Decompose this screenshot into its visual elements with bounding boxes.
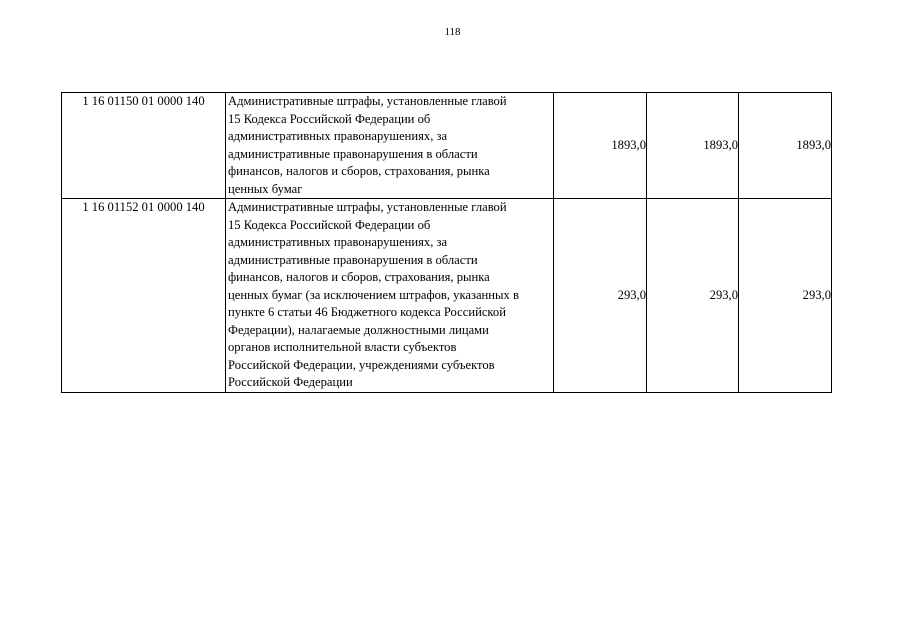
- table-row: [62, 93, 832, 199]
- description-line: финансов, налогов и сборов, страхования, рынка: [228, 270, 490, 284]
- description-line: Административные штрафы, установленные главой: [228, 200, 507, 214]
- amount-cell-year-2: 293,0: [647, 199, 739, 393]
- revenue-code-cell: 1 16 01152 01 0000 140: [62, 199, 226, 393]
- description-line: ценных бумаг (за исключением штрафов, указанных в: [228, 287, 519, 302]
- description-line: 15 Кодекса Российской Федерации об: [228, 217, 431, 232]
- description-cell: [226, 93, 554, 199]
- page-number: 118: [444, 26, 461, 38]
- amount-cell-year-3: 1893,0: [739, 93, 832, 199]
- description-line: органов исполнительной власти субъектов: [228, 340, 457, 354]
- description-line: пункте 6 статьи 46 Бюджетного кодекса Российской: [228, 305, 506, 319]
- revenue-code-cell: 1 16 01150 01 0000 140: [62, 93, 226, 199]
- amount-cell-year-3: 293,0: [739, 199, 832, 393]
- budget-revenue-table: [61, 92, 832, 393]
- description-line: административные правонарушения в области: [228, 252, 478, 267]
- amount-cell-year-1: 1893,0: [554, 93, 647, 199]
- description-line: финансов, налогов и сборов, страхования, рынка: [228, 164, 490, 178]
- description-line: ценных бумаг: [228, 181, 303, 196]
- description-line: административных правонарушениях, за: [228, 235, 448, 249]
- description-cell: [226, 199, 554, 393]
- description-line: Административные штрафы, установленные главой: [228, 94, 507, 108]
- description-line: административные правонарушения в области: [228, 146, 478, 161]
- description-line: Российской Федерации, учреждениями субъектов: [228, 357, 495, 372]
- amount-cell-year-2: 1893,0: [647, 93, 739, 199]
- table-row: [62, 199, 832, 393]
- description-line: административных правонарушениях, за: [228, 129, 448, 143]
- description-line: Федерации), налагаемые должностными лицами: [228, 322, 489, 337]
- description-line: Российской Федерации: [228, 375, 353, 389]
- amount-cell-year-1: 293,0: [554, 199, 647, 393]
- description-line: 15 Кодекса Российской Федерации об: [228, 111, 431, 126]
